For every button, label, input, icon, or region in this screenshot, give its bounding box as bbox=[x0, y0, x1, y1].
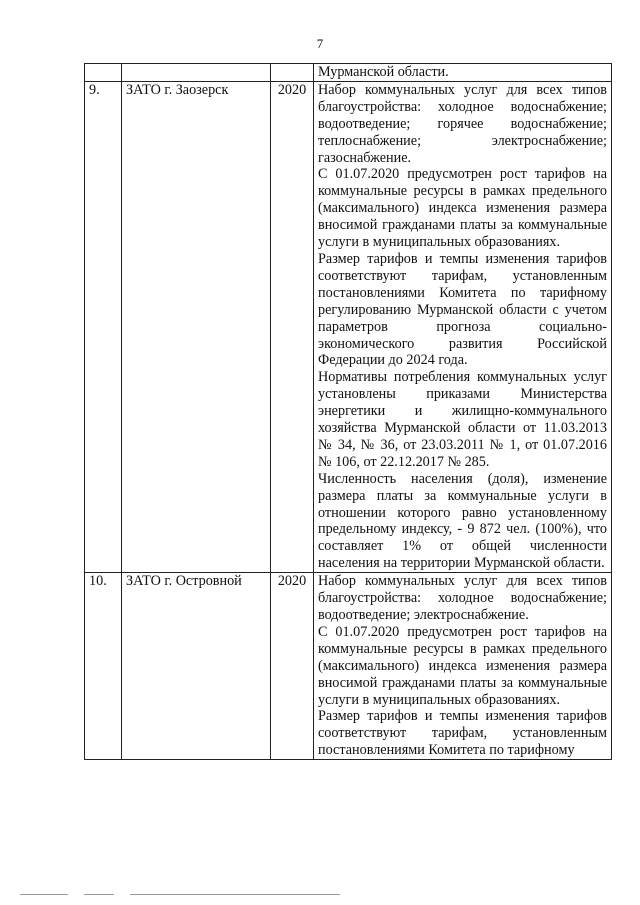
year-cell: 2020 bbox=[271, 81, 314, 572]
tariff-table bbox=[84, 63, 612, 760]
paragraph: Мурманской области. bbox=[318, 64, 449, 80]
description-cell bbox=[314, 81, 612, 572]
row-number: 10. bbox=[85, 573, 122, 760]
municipality-name bbox=[122, 64, 271, 82]
municipality-name: ЗАТО г. Заозерск bbox=[122, 81, 271, 572]
table-row bbox=[85, 64, 612, 82]
year-cell bbox=[271, 64, 314, 82]
paragraph: С 01.07.2020 предусмотрен рост тарифов на коммунальные ресурсы в рамках предельного (максимального) индекса изменения размера вносимой гражданами платы за коммунальные услуги в муниципальных образованиях. bbox=[318, 166, 607, 251]
description-cell bbox=[314, 64, 612, 82]
paragraph: Численность населения (доля), изменение размера платы за коммунальные услуги в отношении которого равно установленному предельному индексу, - 9 872 чел. (100%), что составляет 1% от общей численности населения на территории Мурманской области. bbox=[318, 470, 607, 572]
year-cell: 2020 bbox=[271, 573, 314, 760]
paragraph: Набор коммунальных услуг для всех типов благоустройства: холодное водоснабжение; водоотведение; электроснабжение. bbox=[318, 573, 607, 623]
description-cell bbox=[314, 573, 612, 760]
municipality-name: ЗАТО г. Островной bbox=[122, 573, 271, 760]
row-number bbox=[85, 64, 122, 82]
paragraph: Нормативы потребления коммунальных услуг установлены приказами Министерства энергетики и жилищно-коммунального хозяйства Мурманской области от 11.03.2013 № 34, № 36, от 23.03.2011 № 1, от 01.07.2016 № 106, от 22.12.2017 № 285. bbox=[318, 369, 607, 470]
footer-rule-left bbox=[20, 894, 68, 895]
row-number: 9. bbox=[85, 81, 122, 572]
paragraph: Размер тарифов и темпы изменения тарифов соответствуют тарифам, установленным постановлениями Комитета по тарифному bbox=[318, 708, 607, 759]
page-number: 7 bbox=[316, 36, 324, 51]
paragraph: С 01.07.2020 предусмотрен рост тарифов на коммунальные ресурсы в рамках предельного (максимального) индекса изменения размера вносимой гражданами платы за коммунальные услуги в муниципальных образованиях. bbox=[318, 623, 607, 708]
table-row bbox=[85, 81, 612, 572]
paragraph: Размер тарифов и темпы изменения тарифов соответствуют тарифам, установленным постановлениями Комитета по тарифному регулированию Мурманской области с учетом параметров прогноза социально-экономического развития Российской Федерации до 2024 года. bbox=[318, 250, 607, 369]
footer-rule-right bbox=[130, 894, 340, 895]
paragraph: Набор коммунальных услуг для всех типов благоустройства: холодное водоснабжение; водоотведение; горячее водоснабжение; теплоснабжение; электроснабжение; газоснабжение. bbox=[318, 81, 607, 166]
footer-rule-middle bbox=[84, 894, 114, 895]
table-row bbox=[85, 573, 612, 760]
